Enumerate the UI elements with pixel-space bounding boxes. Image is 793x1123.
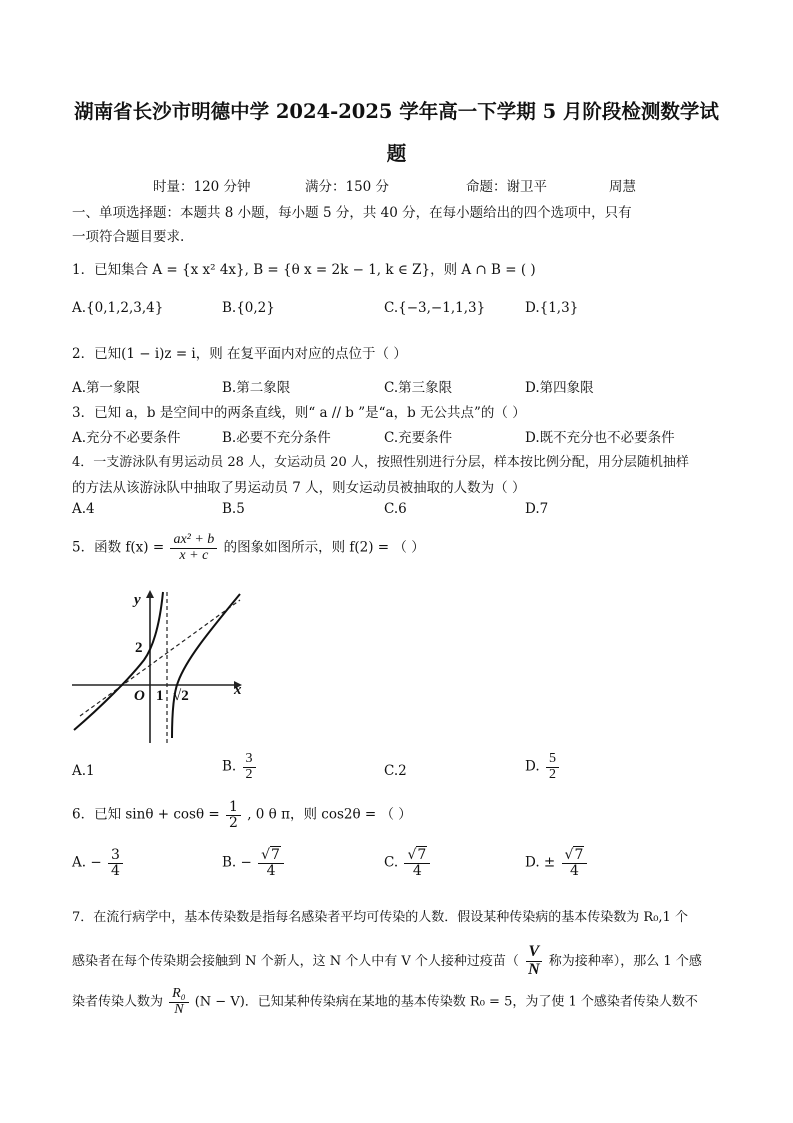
graph-background [72,588,244,743]
question-7-line2 [72,944,702,979]
q5-option-b-num: 3 [243,752,256,768]
q7-fraction-n: N [528,960,540,978]
q4-option-d[interactable]: D.7 [525,501,549,517]
page-title-line1: 湖南省长沙市明德中学 2024-2025 学年高一下学期 5 月阶段检测数学试 [74,100,719,123]
question-6-text [72,800,412,830]
q6-option-b[interactable] [222,848,286,878]
q6-option-d-den: 4 [570,862,579,879]
page-title-line2: 题 [386,142,407,165]
q7-fraction-n2: N [174,1001,184,1017]
question-7-line1: 7．在流行病学中，基本传染数是指每名感染者平均可传染的人数．假设某种传染病的基本传染数为 R₀,1 个 [72,910,688,925]
q6-option-c-fraction [404,848,430,878]
q6-option-c-label: C. [384,854,399,871]
exam-author2: 周慧 [609,179,636,195]
q6-option-d-label: D. ± [525,854,556,871]
question-4-line1: 4．一支游泳队有男运动员 28 人，女运动员 20 人，按照性别进行分层，样本按比例分配，用分层随机抽样 [72,455,689,470]
q2-option-a[interactable]: A.第一象限 [72,380,141,396]
graph-tick-y-2: 2 [135,640,143,656]
graph-tick-x-sqrt2: √2 [173,688,189,704]
question-5-text [72,533,425,563]
q6-option-a-num: 3 [108,848,123,864]
q5-option-a[interactable]: A.1 [72,763,95,779]
q5-option-b-den: 2 [245,766,253,782]
exam-author: 命题：谢卫平 [466,179,547,195]
q2-option-d[interactable]: D.第四象限 [525,380,594,396]
q5-option-d[interactable] [525,752,561,782]
q2-option-c[interactable]: C.第三象限 [384,380,453,396]
q5-option-d-num: 5 [546,752,559,768]
function-graph [72,588,244,743]
q6-option-d-num: √7 [562,848,588,864]
q4-option-b[interactable]: B.5 [222,501,245,517]
q5-option-b-fraction [243,752,256,782]
q7-line2-start: 感染者在每个传染期会接触到 N 个新人，这 N 个人中有 V 个人接种过疫苗（ [72,953,519,969]
q5-fraction-den: x + c [179,547,209,563]
q6-option-b-num: √7 [258,848,284,864]
q7-line3-start: 染者传染人数为 [72,994,164,1010]
q6-suffix: , 0 θ π，则 cos2θ = （ ） [247,806,412,823]
exam-time: 时量：120 分钟 [153,179,251,195]
q3-option-a[interactable]: A.充分不必要条件 [72,430,181,446]
q7-r0-fraction [169,987,188,1017]
q4-option-c[interactable]: C.6 [384,501,407,517]
question-2-text: 2．已知(1 − i)z = i，则 在复平面内对应的点位于（ ） [72,346,407,362]
q6-option-a-den: 4 [110,862,120,879]
q5-option-c[interactable]: C.2 [384,763,407,779]
q5-fraction [170,533,217,563]
question-4-line2: 的方法从该游泳队中抽取了男运动员 7 人，则女运动员被抽取的人数为（ ） [72,480,526,496]
exam-score: 满分：150 分 [305,179,390,195]
q3-option-d[interactable]: D.既不充分也不必要条件 [525,430,675,446]
q6-option-b-label: B. − [222,854,252,871]
q6-option-a[interactable] [72,848,125,878]
q5-suffix: 的图象如图所示，则 f(2) = （ ） [223,539,425,556]
q3-option-b[interactable]: B.必要不充分条件 [222,430,331,446]
q5-option-b[interactable] [222,752,258,782]
q7-fraction-r0: R₀ [169,987,188,1003]
q6-option-c[interactable] [384,848,432,878]
q6-fraction-den: 2 [229,814,238,831]
q3-option-c[interactable]: C.充要条件 [384,430,453,446]
q7-line2-end: 称为接种率），那么 1 个感 [548,953,702,969]
q6-option-c-radicand: 7 [417,847,427,863]
question-3-text: 3．已知 a，b 是空间中的两条直线，则“ a // b ”是“a，b 无公共点”的（ ） [72,405,526,421]
q7-vaccination-fraction [525,944,543,979]
graph-x-label: x [234,682,242,698]
q1-option-b[interactable]: B.{0,2} [222,300,275,316]
graph-origin-label: O [134,688,145,704]
q1-option-c[interactable]: C.{−3,−1,1,3} [384,300,486,316]
q6-option-c-num: √7 [404,848,430,864]
q5-prefix: 5．函数 f(x) = [72,539,165,556]
q7-fraction-v: V [526,944,543,962]
q6-option-b-radicand: 7 [271,847,280,863]
q7-line3-end: (N − V)．已知某种传染病在某地的基本传染数 R₀ = 5，为了使 1 个感染者传染人数不 [194,994,698,1010]
q1-option-d[interactable]: D.{1,3} [525,300,579,316]
q2-option-b[interactable]: B.第二象限 [222,380,291,396]
q6-option-d-radicand: 7 [574,847,584,863]
q6-option-b-fraction [258,848,284,878]
q6-option-b-den: 4 [266,862,276,879]
q6-option-a-fraction [108,848,123,878]
q6-prefix: 6．已知 sinθ + cosθ = [72,806,220,823]
q5-option-d-den: 2 [548,766,556,782]
q5-option-d-fraction [546,752,559,782]
graph-y-label: y [134,592,141,608]
q1-option-a[interactable]: A.{0,1,2,3,4} [72,300,164,316]
q4-option-a[interactable]: A.4 [72,501,95,517]
section-heading-line2: 一项符合题目要求. [72,229,185,245]
q5-option-b-label: B. [222,758,237,775]
q5-option-d-label: D. [525,758,540,775]
question-1-text: 1．已知集合 A = {x x² 4x}, B = {θ x = 2k − 1, k ∈ Z}，则 A ∩ B = ( ) [72,262,536,278]
q6-option-a-label: A. − [72,854,102,871]
q6-option-c-den: 4 [412,862,422,879]
q5-fraction-num: ax² + b [170,533,217,549]
q6-option-d[interactable] [525,848,589,878]
q6-fraction [226,800,241,830]
q6-option-d-fraction [562,848,588,878]
section-heading-line1: 一、单项选择题：本题共 8 小题，每小题 5 分，共 40 分，在每小题给出的四个选项中，只有 [72,205,632,221]
q6-fraction-num: 1 [226,800,241,816]
graph-tick-x-1: 1 [156,688,164,704]
question-7-line3 [72,987,698,1017]
